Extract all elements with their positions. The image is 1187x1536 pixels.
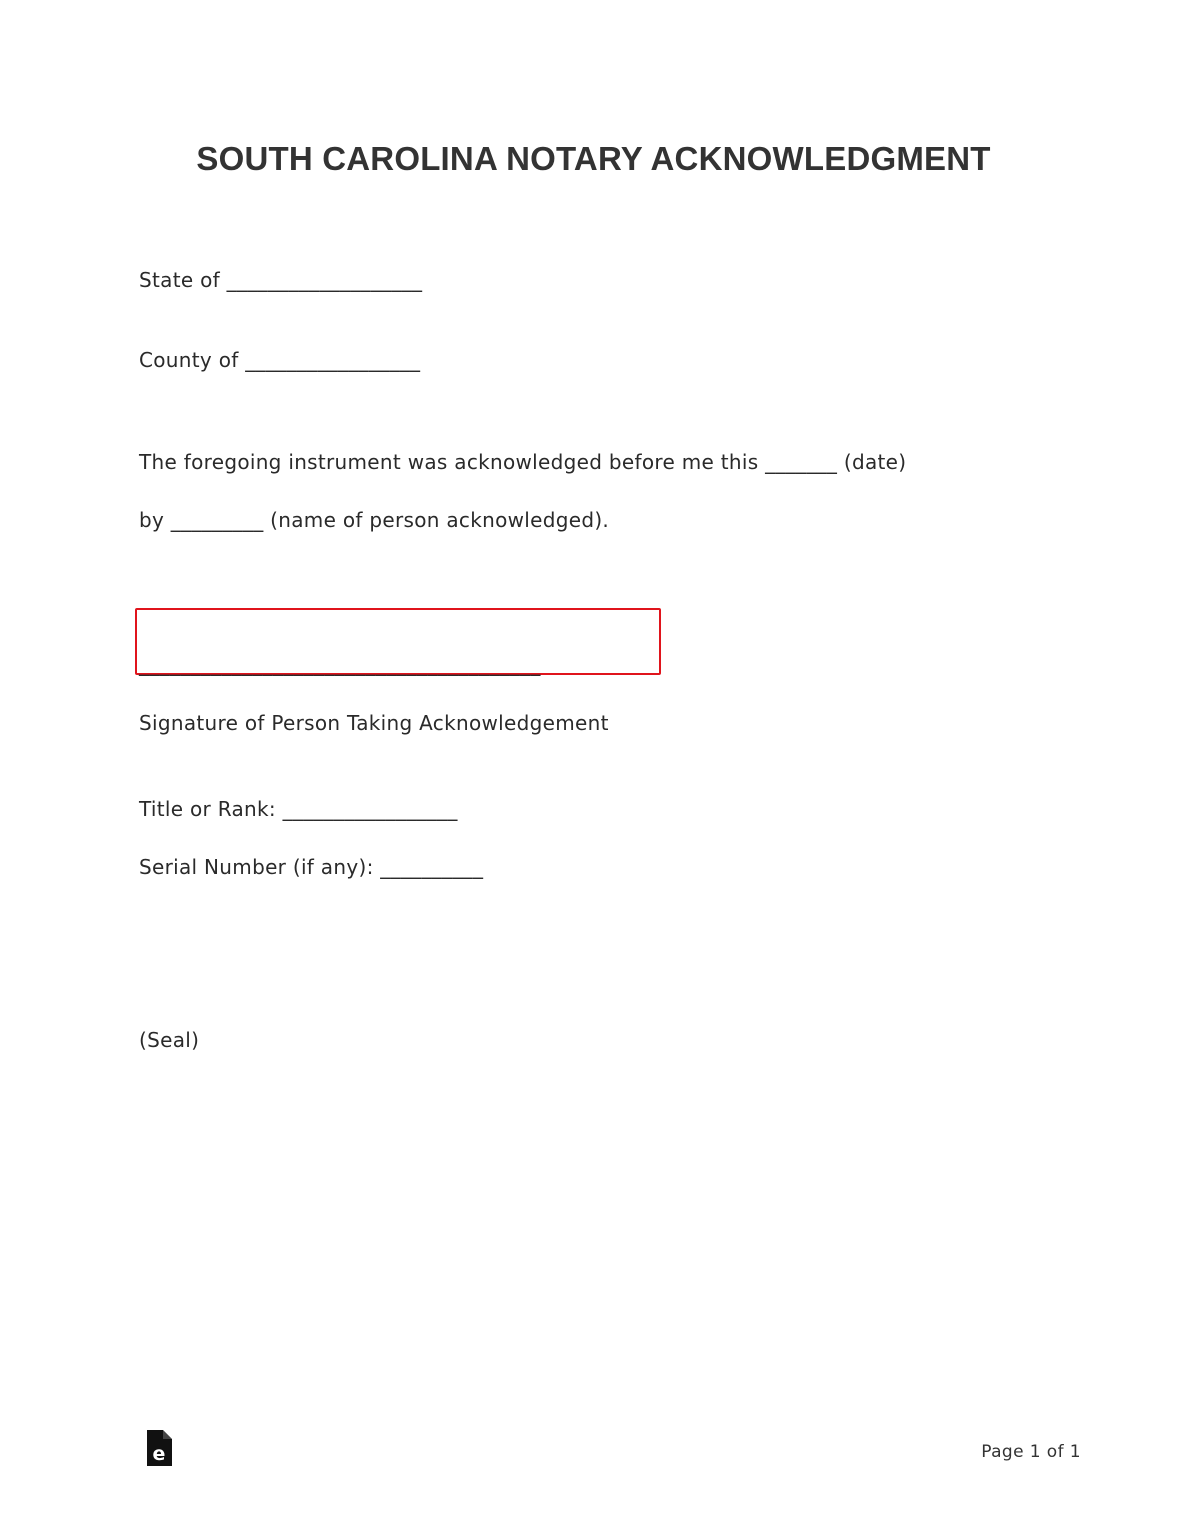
signature-label: Signature of Person Taking Acknowledgement [139,711,609,735]
serial-number-line: Serial Number (if any): __________ [139,855,484,879]
seal-label: (Seal) [139,1028,200,1052]
signature-blank: _______________________________________ [139,652,541,676]
state-line: State of ___________________ [139,268,423,292]
instrument-line: The foregoing instrument was acknowledged before me this _______ (date) [139,450,907,474]
title-rank-line: Title or Rank: _________________ [139,797,458,821]
svg-text:e: e [152,1443,166,1465]
page-number: Page 1 of 1 [981,1442,1081,1462]
acknowledged-by-line: by _________ (name of person acknowledged). [139,508,610,532]
document-title: SOUTH CAROLINA NOTARY ACKNOWLEDGMENT [196,140,991,177]
eforms-logo-icon [147,1430,172,1466]
county-line: County of _________________ [139,348,421,372]
